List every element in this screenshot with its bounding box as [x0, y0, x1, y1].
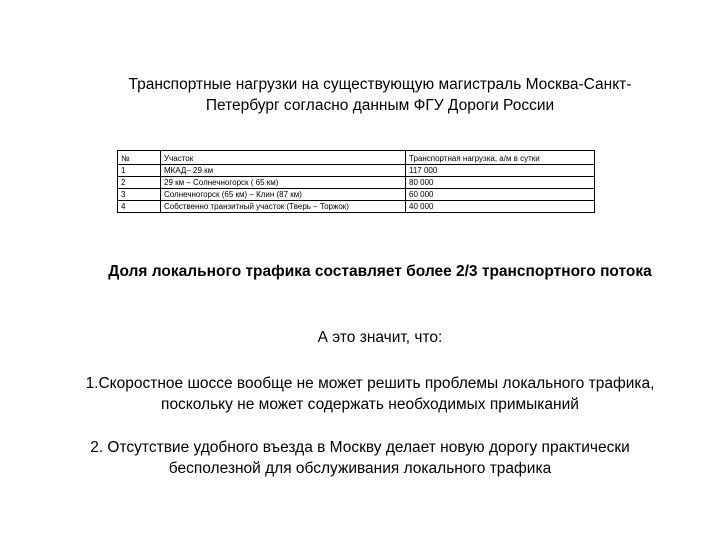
conclusion-point-2: 2. Отсутствие удобного въезда в Москву делает новую дорогу практически бесполезной для обслуживания локального трафика — [90, 439, 630, 477]
table-row — [118, 165, 595, 177]
row-section: МКАД– 29 км — [161, 165, 406, 177]
row-section: 29 км – Солнечногорск ( 65 км) — [161, 177, 406, 189]
traffic-load-table — [117, 150, 595, 213]
row-number: 3 — [118, 189, 161, 201]
conclusion-point-1: 1.Скоростное шоссе вообще не может решить проблемы локального трафика, поскольку не может содержать необходимых примыканий — [85, 375, 655, 413]
header-traffic-load: Транспортная нагрузка, а/м в сутки — [406, 151, 595, 165]
row-traffic-load: 40 000 — [406, 201, 595, 213]
row-number: 2 — [118, 177, 161, 189]
row-traffic-load: 60 000 — [406, 189, 595, 201]
row-traffic-load: 117 000 — [406, 165, 595, 177]
table-row — [118, 189, 595, 201]
header-number: № — [118, 151, 161, 165]
row-traffic-load: 80 000 — [406, 177, 595, 189]
row-number: 4 — [118, 201, 161, 213]
table-header-row — [118, 151, 595, 165]
row-number: 1 — [118, 165, 161, 177]
table-row — [118, 201, 595, 213]
local-traffic-statement: Доля локального трафика составляет более 2/3 транспортного потока — [108, 263, 652, 280]
row-section: Солнечногорск (65 км) – Клин (87 км) — [161, 189, 406, 201]
slide-title: Транспортные нагрузки на существующую магистраль Москва-Санкт-Петербург согласно данным ФГУ Дороги России — [128, 76, 632, 114]
meaning-intro: А это значит, что: — [317, 329, 443, 346]
header-section: Участок — [161, 151, 406, 165]
table-row — [118, 177, 595, 189]
row-section: Собственно транзитный участок (Тверь – Торжок) — [161, 201, 406, 213]
